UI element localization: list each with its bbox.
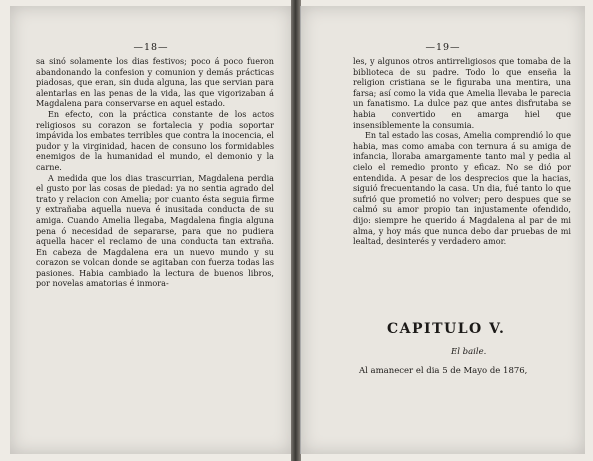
paragraph: En tal estado las cosas, Amelia comprendió lo que habia, mas como amaba con ternura á su amiga de infancia, lloraba amargamente tanto mal y pedia al cielo el remedio pronto y eficaz. No se dió por entendida. A pesar de los desprecios que la hacias, siguió frecuentando la casa. Un dia, fué tanto lo que sufrió que prometió no volver; pero despues que se calmó su amor propio tan injustamente ofendido, dijo: siempre he querido á Magdalena al par de mi alma, y hoy más que nunca debo dar pruebas de mi lealtad, desinterés y verdadero amor.	[353, 130, 571, 247]
paragraph: En efecto, con la práctica constante de los actos religiosos su corazon se fortalecia y podia soportar impávida los embates terribles que contra la inocencia, el pudor y la virginidad, hacen de consuno los formidables enemigos de la humanidad el mundo, el demonio y la carne.	[36, 108, 274, 172]
paragraph: sa sinó solamente los dias festivos; poco á poco fueron abandonando la confesion y comunion y demás prácticas piadosas, que eran, sin duda alguna, las que servian para alentarlas en las penas de la vida, las que vigorizaban á Magdalena para conservarse en aquel estado.	[36, 56, 274, 109]
right-page-text	[353, 56, 571, 247]
left-page	[10, 6, 294, 454]
paragraph: les, y algunos otros antirreligiosos que tomaba de la biblioteca de su padre. Todo lo que enseña la religion cristiana se le figuraba una mentira, una farsa; así como la vida que Amelia llevaba le parecia un fanatismo. La dulce paz que antes disfrutaba se habia convertido en amarga hiel que insensiblemente la consumia.	[353, 56, 571, 130]
chapter-opening-line: Al amanecer el dia 5 de Mayo de 1876,	[359, 366, 528, 376]
chapter-title: CAPITULO V.	[387, 321, 506, 337]
page-number-left: —18—	[133, 42, 169, 53]
chapter-subtitle: El baile.	[451, 347, 487, 357]
paragraph: A medida que los dias trascurrian, Magdalena perdia el gusto por las cosas de piedad: ya no sentia agrado del trato y relacion con Amelia; por cuanto ésta seguia firme y extrañaba aquella nueva é inusitada conducta de su amiga. Cuando Amelia llegaba, Magdalena fingia alguna pena ó necesidad de separarse, para que no pudiera aquella hacer el reclamo de una conducta tan extraña. En cabeza de Magdalena era un nuevo mundo y su corazon se volcan donde se agitaban con fuerza todas las pasiones. Habia cambiado la lectura de buenos libros, por novelas amatorias é inmora-	[36, 172, 274, 289]
right-page	[300, 6, 585, 454]
page-number-right: —19—	[425, 42, 461, 53]
left-page-text	[36, 56, 274, 289]
